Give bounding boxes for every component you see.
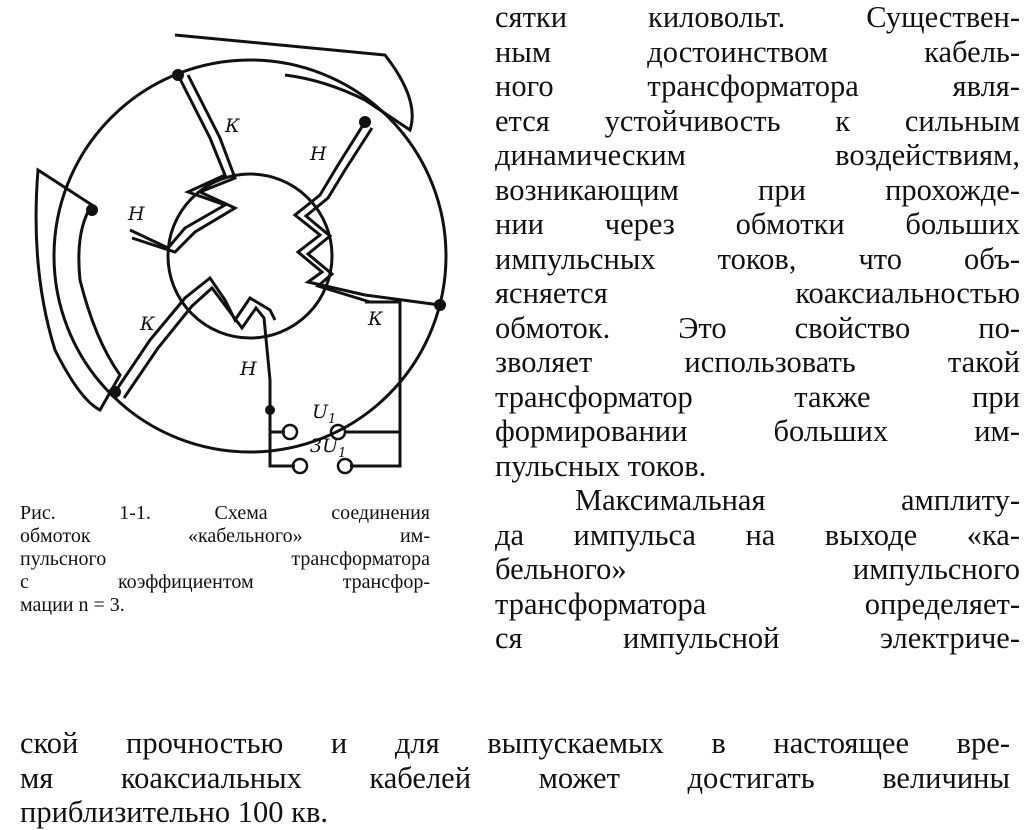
text-line: формировании больших им-: [495, 414, 1020, 448]
text-line: бельного» импульсного: [495, 552, 1020, 586]
text-line: пульсных токов.: [495, 448, 707, 483]
text-line: трансформатора определяет-: [495, 586, 1020, 621]
label-3u1: $3U_1$: [310, 435, 347, 461]
text-line: приблизительно 100 кв.: [20, 795, 328, 829]
text-line: зволяет использовать такой: [495, 345, 1020, 379]
text-line: ясняется коаксиальностью: [495, 276, 1020, 310]
text-line: нии через обмотки больших: [495, 207, 1020, 241]
terminal-u1-left: [283, 425, 297, 439]
label-n-left: Н: [128, 203, 145, 225]
label-k-left: К: [140, 313, 155, 335]
text-line: Максимальная амплиту-: [575, 483, 1020, 517]
text-line: ется устойчивость к сильным: [495, 103, 1020, 138]
label-u1: $U_1$: [312, 401, 337, 427]
lead-4: [350, 432, 400, 466]
figure-caption: [20, 502, 430, 617]
junction-dot-bottom: [265, 405, 275, 415]
text-line: ся импульсной электриче-: [495, 621, 1020, 655]
terminal-3u1-left: [293, 459, 307, 473]
terminal-3u1-right: [338, 459, 352, 473]
label-n-bottom: Н: [240, 358, 257, 380]
text-line: динамическим воздействиям,: [495, 138, 1020, 172]
junction-dot-left: [86, 204, 98, 216]
transformer-winding-diagram: [20, 20, 460, 490]
text-line: ного трансформатора явля-: [495, 69, 1020, 103]
text-line: сятки киловольт. Существен-: [495, 0, 1020, 34]
caption-line: пульсного трансформатора: [20, 548, 430, 570]
body-text-column: [495, 0, 1020, 656]
body-text-full-width: [20, 726, 1010, 830]
text-line: импульсных токов, что объ-: [495, 241, 1020, 276]
label-k-right: К: [368, 308, 383, 330]
text-line: мя коаксиальных кабелей может достигать величины: [20, 760, 1010, 795]
winding-bottom-inner: [124, 288, 270, 398]
text-line: обмоток. Это свойство по-: [495, 310, 1020, 345]
junction-dot-bottom-left: [109, 386, 121, 398]
label-n-right: Н: [310, 143, 327, 165]
caption-line: Рис. 1-1. Схема соединения: [20, 502, 430, 524]
junction-dot-right: [434, 299, 446, 311]
caption-line: обмоток «кабельного» им-: [20, 525, 430, 547]
caption-line: с коэффициентом трансфор-: [20, 571, 430, 593]
inner-core-circle: [168, 174, 332, 338]
junction-dot-top: [172, 69, 184, 81]
text-line: да импульса на выходе «ка-: [495, 517, 1020, 552]
junction-dot-top-right: [359, 116, 371, 128]
caption-line: мации n = 3.: [20, 594, 125, 616]
text-line: ской прочностью и для выпускаемых в настоящее вре-: [20, 726, 1010, 760]
text-line: ным достоинством кабель-: [495, 34, 1020, 69]
sector-top-right: [175, 35, 412, 130]
sector-left: [36, 170, 120, 410]
text-line: возникающим при прохожде-: [495, 172, 1020, 207]
diagram-svg: [20, 20, 460, 490]
text-line: трансформатор также при: [495, 379, 1020, 414]
label-k-top: К: [225, 115, 240, 137]
